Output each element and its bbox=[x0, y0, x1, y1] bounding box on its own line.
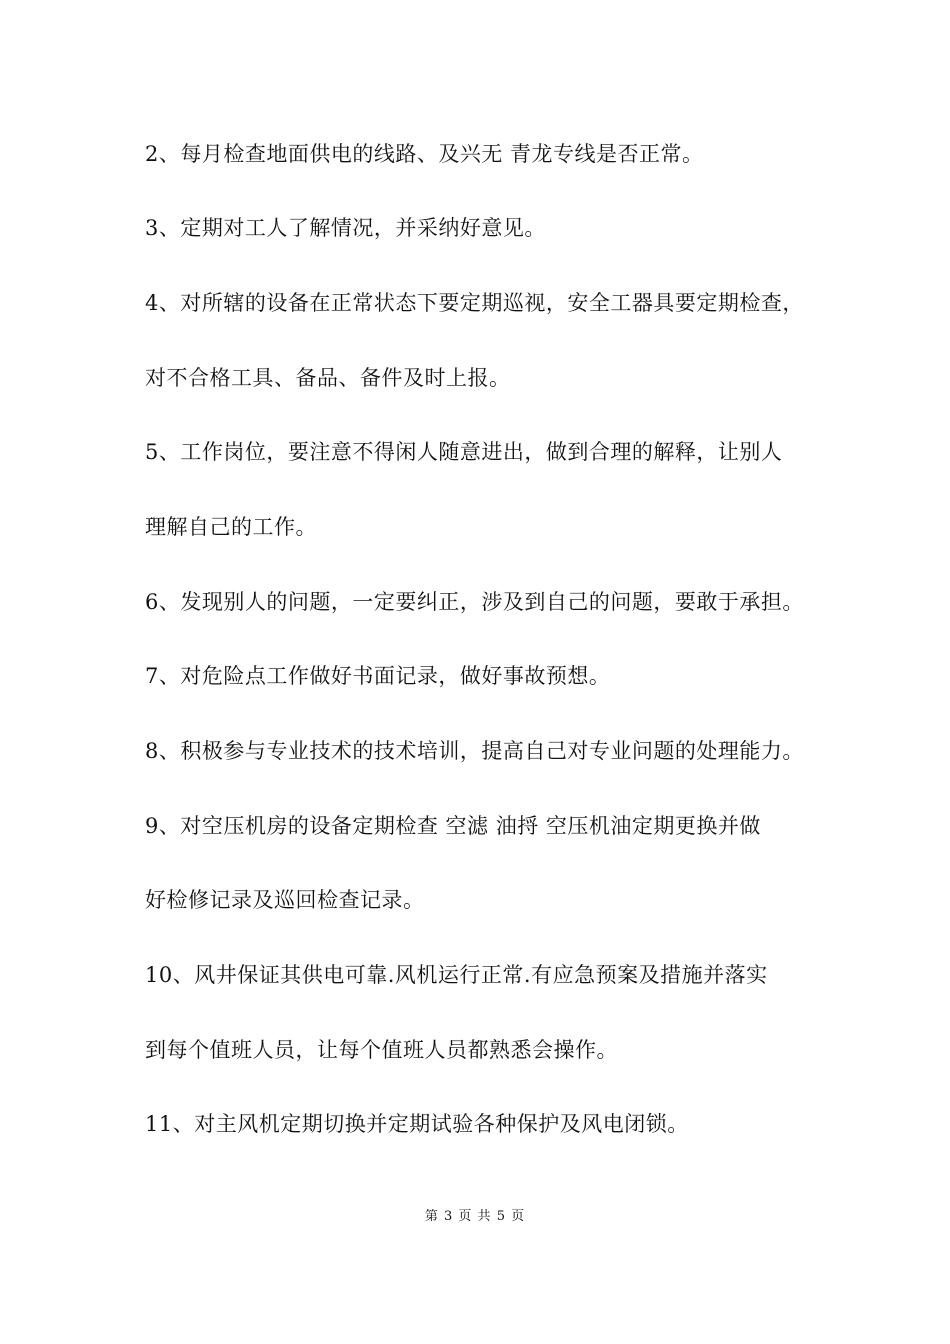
text-line: 11、对主风机定期切换并定期试验各种保护及风电闭锁。 bbox=[145, 1112, 689, 1136]
page-number-label: 第 3 页 共 5 页 bbox=[424, 1209, 526, 1224]
text-line: 8、积极参与专业技术的技术培训，提高自己对专业问题的处理能力。 bbox=[145, 739, 804, 763]
text-line: 6、发现别人的问题，一定要纠正，涉及到自己的问题，要敢于承担。 bbox=[145, 590, 804, 614]
text-line: 9、对空压机房的设备定期检查 空滤 油捋 空压机油定期更换并做 bbox=[145, 814, 761, 838]
text-line: 10、风井保证其供电可靠.风机运行正常.有应急预案及措施并落实 bbox=[145, 963, 768, 987]
text-line: 4、对所辖的设备在正常状态下要定期巡视，安全工器具要定期检查， bbox=[145, 291, 804, 315]
text-line: 好检修记录及巡回检查记录。 bbox=[145, 888, 425, 912]
text-line: 对不合格工具、备品、备件及时上报。 bbox=[145, 366, 511, 390]
text-line: 5、工作岗位，要注意不得闲人随意进出，做到合理的解释，让别人 bbox=[145, 440, 783, 464]
text-line: 理解自己的工作。 bbox=[145, 515, 317, 539]
text-line: 3、定期对工人了解情况，并采纳好意见。 bbox=[145, 216, 546, 240]
text-line: 到每个值班人员，让每个值班人员都熟悉会操作。 bbox=[145, 1038, 618, 1062]
text-line: 2、每月检查地面供电的线路、及兴无 青龙专线是否正常。 bbox=[145, 142, 704, 166]
page-footer bbox=[0, 1208, 950, 1226]
text-line: 7、对危险点工作做好书面记录，做好事故预想。 bbox=[145, 664, 611, 688]
